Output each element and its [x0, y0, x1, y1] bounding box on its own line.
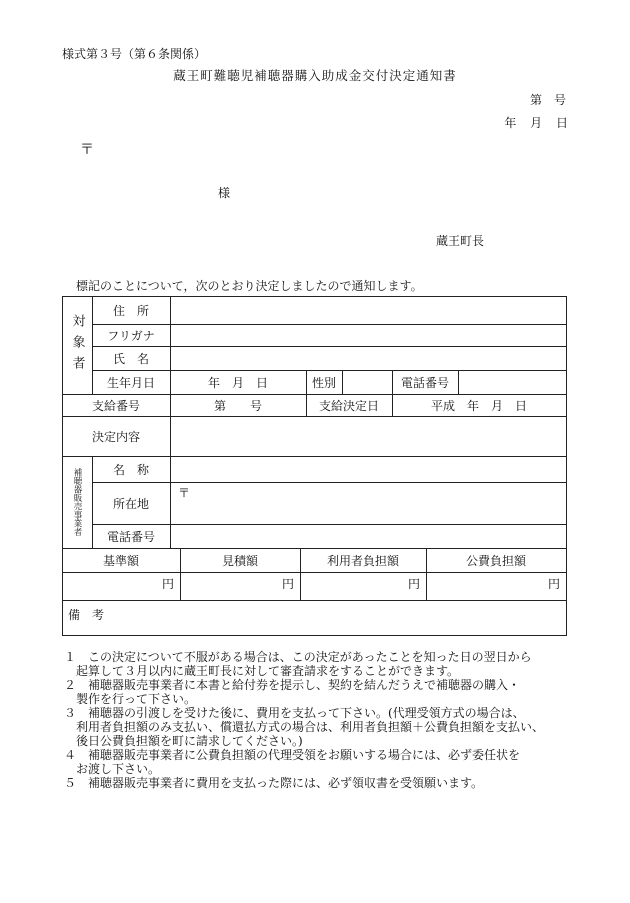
col-rule: [458, 370, 459, 394]
public-burden-yen: 円: [547, 576, 560, 591]
public-burden-label: 公費負担額: [465, 553, 526, 568]
vendor-phone-label: 電話番号: [106, 529, 155, 544]
sex-label: 性別: [311, 375, 336, 390]
birthdate-label: 生年月日: [106, 375, 155, 390]
col-rule: [342, 370, 343, 394]
note-line: ２ 補聴器販売事業者に本書と給付券を提示し、契約を結んだうえで補聴器の購入・: [64, 678, 521, 692]
decision-table: [62, 296, 567, 636]
payment-date-value: 平成 年 月 日: [430, 398, 527, 413]
decision-label: 決定内容: [91, 429, 140, 444]
note-line: ４ 補聴器販売事業者に公費負担額の代理受領をお願いする場合には、必ず委任状を: [64, 748, 521, 762]
note-line: 製作を行って下さい。: [64, 692, 197, 706]
notes: [64, 650, 544, 790]
recipient-honorific: 様: [218, 186, 231, 200]
vendor-name-label: 名 称: [112, 462, 149, 477]
vendor-section-label: [62, 456, 92, 548]
form-number: 様式第３号（第６条関係）: [62, 47, 207, 61]
sender-name: 蔵王町長: [436, 234, 485, 248]
note-line: ３ 補聴器の引渡しを受けた後に、費用を支払って下さい。(代理受領方式の場合は、: [64, 706, 525, 720]
document-title: 蔵王町難聴児補聴器購入助成金交付決定通知書: [173, 68, 457, 83]
birthdate-value: 年 月 日: [207, 375, 268, 390]
payment-number-value: 第 号: [213, 398, 262, 413]
intro-text: 標記のことについて，次のとおり決定しましたので通知します。: [76, 279, 423, 293]
payment-date-label: 支給決定日: [318, 398, 379, 413]
user-burden-label: 利用者負担額: [326, 553, 399, 568]
phone-label: 電話番号: [400, 375, 449, 390]
target-section-label: [62, 296, 92, 394]
document-number-line: 第 号: [529, 93, 566, 107]
table-border-right: [566, 296, 567, 636]
vendor-label: 補聴器販売事業者: [72, 468, 82, 536]
vendor-location-label: 所在地: [112, 496, 149, 511]
remarks-label: 備 考: [68, 607, 105, 622]
recipient-postal-mark: 〒: [80, 142, 94, 158]
estimate-label: 見積額: [221, 553, 258, 568]
address-label: 住 所: [112, 303, 149, 318]
base-amount-yen: 円: [161, 576, 174, 591]
note-line: ５ 補聴器販売事業者に費用を支払った際には、必ず領収書を受領願います。: [64, 776, 484, 790]
estimate-yen: 円: [281, 576, 294, 591]
note-line: 利用者負担額のみ支払い、償還払方式の場合は、利用者負担額＋公費負担額を支払い、: [64, 720, 545, 734]
name-label: 氏 名: [112, 351, 149, 366]
note-line: 後日公費負担額を町に請求してください。): [64, 734, 303, 748]
document-date-line: 年 月 日: [504, 116, 568, 130]
col-rule: [170, 296, 171, 548]
note-line: １ この決定について不服がある場合は、この決定があったことを知った日の翌日から: [64, 650, 532, 664]
target-label: 対象者: [69, 313, 85, 377]
payment-number-label: 支給番号: [91, 398, 140, 413]
vendor-postal-mark: 〒: [178, 485, 191, 500]
table-border-bottom: [62, 635, 567, 636]
furigana-label: フリガナ: [107, 328, 155, 343]
note-line: 起算して３月以内に蔵王町長に対して審査請求をすることができます。: [64, 664, 460, 678]
base-amount-label: 基準額: [102, 553, 139, 568]
user-burden-yen: 円: [407, 576, 420, 591]
note-line: お渡し下さい。: [64, 762, 161, 776]
